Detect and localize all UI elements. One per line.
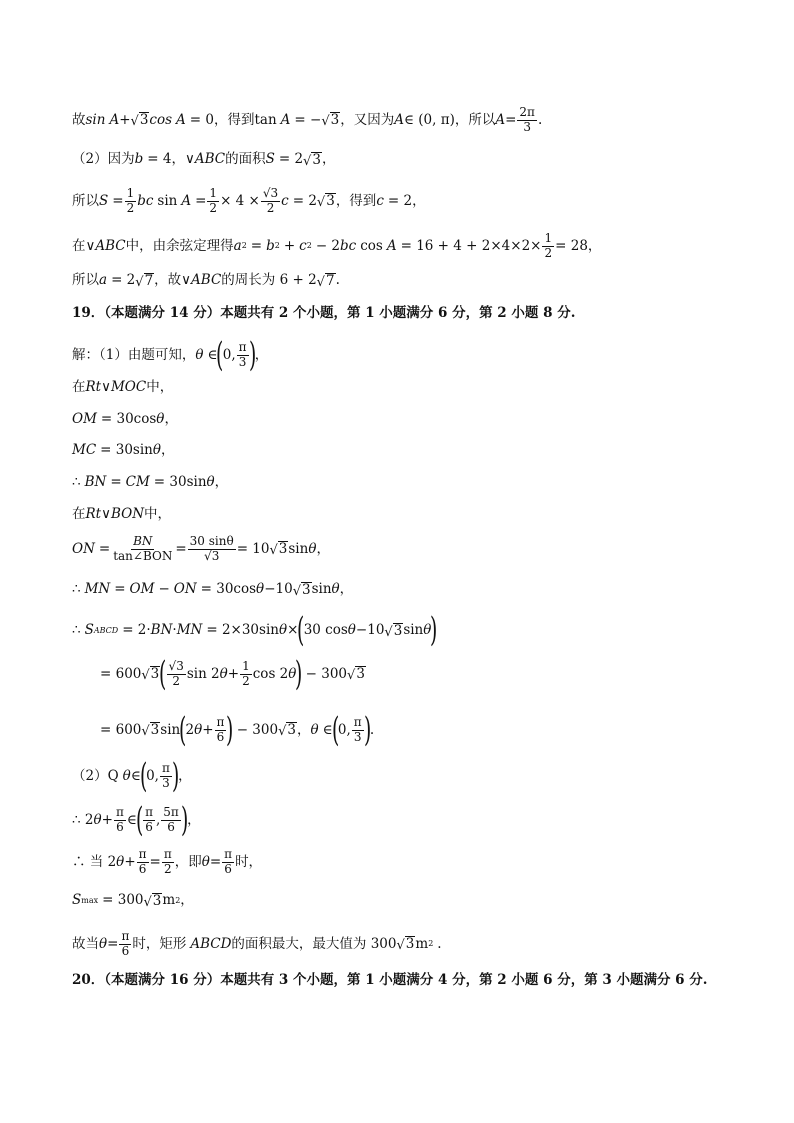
fraction: $\frac{\pi}{3}$ — [353, 715, 362, 744]
math: , — [155, 811, 161, 828]
math: − 2 — [315, 237, 341, 254]
math: BN — [150, 621, 173, 638]
sqrt: √ 7 — [316, 273, 335, 290]
math: × 4 × — [220, 192, 260, 209]
math: b — [266, 237, 275, 254]
solution-line-14 — [72, 582, 353, 598]
math: + — [227, 665, 240, 682]
fraction: $\frac{2\pi}{3}$ — [519, 105, 535, 134]
sqrt: √ 3 — [278, 722, 296, 740]
math: cos — [149, 111, 173, 128]
solution-line-12 — [72, 508, 171, 522]
sqrt: √ 3 — [141, 722, 160, 740]
fraction: $\frac{5\pi}{6}$ — [163, 805, 179, 834]
math: A — [280, 111, 291, 128]
math: = 30cos — [200, 581, 257, 598]
math: b — [134, 151, 144, 168]
math: = 2， — [387, 192, 426, 209]
math: 0, — [146, 767, 159, 784]
text: . — [335, 272, 340, 289]
text: . — [369, 721, 375, 738]
math: = 28， — [555, 237, 602, 254]
math: sin — [160, 721, 181, 738]
solution-line-16: = 600 √ 3 ( $\frac{√3}{2}$ sin 2 θ + $\frac{1}{2}$ cos 2 θ ) − 300 √ 3 — [100, 653, 365, 694]
solution-line-3 — [72, 187, 426, 216]
math: A — [109, 111, 120, 128]
text: ，又因为 — [340, 111, 395, 128]
text: 所以 — [72, 192, 99, 209]
math: A — [181, 192, 192, 209]
math: θ — [201, 853, 210, 870]
fraction: $\frac{\pi}{6}$ — [216, 715, 225, 744]
math: + — [119, 111, 131, 128]
solution-line-11 — [72, 476, 228, 490]
math: sin 2 — [186, 665, 220, 682]
math: = 300 — [102, 892, 144, 909]
fraction: $\frac{1}{2}$ — [209, 186, 218, 215]
solution-line-15: ∴ S ABCD = 2· BN · MN = 2×30sin θ × ( 30 cos θ −10 √ 3 sin θ ) — [72, 610, 438, 650]
text: ， — [214, 474, 229, 490]
solution-line-1 — [72, 106, 542, 135]
solution-line-5 — [72, 273, 340, 289]
math: S — [265, 151, 275, 168]
text: 中， — [146, 379, 174, 395]
math: a — [99, 272, 108, 289]
text: ， — [316, 540, 330, 557]
math: ∴ 2 — [72, 811, 94, 828]
math: θ — [278, 621, 288, 638]
math: + — [202, 721, 214, 738]
text: 在 — [72, 506, 86, 522]
sqrt: √ 7 — [135, 273, 154, 290]
math: ∈ — [207, 346, 218, 363]
text: 解：（1）由题可知， — [72, 346, 196, 363]
text: ， — [254, 346, 269, 363]
fraction: $\frac{\pi}{2}$ — [163, 847, 172, 876]
math: ∨ABC — [184, 151, 226, 168]
text: （2） — [72, 767, 108, 784]
math: Rt∨MOC — [85, 379, 147, 395]
fraction: $\frac{1}{2}$ — [126, 186, 135, 215]
math: − 300 — [236, 721, 279, 738]
math: θ — [156, 411, 165, 427]
text: ∈ (0, π)，所以 — [403, 111, 496, 128]
text: ，故 — [154, 272, 182, 289]
math: = 2×30sin — [206, 621, 279, 638]
math: ∈ — [126, 811, 137, 828]
math: sin — [288, 540, 309, 557]
math: + — [101, 811, 113, 828]
text: （2）因为 — [72, 151, 135, 168]
math: ABCD — [190, 935, 232, 952]
text: ， — [180, 892, 194, 909]
math: = − — [294, 111, 322, 128]
math: CM — [125, 474, 150, 490]
math: θ — [288, 665, 297, 682]
text: . — [537, 111, 543, 128]
math: MN — [176, 621, 203, 638]
math: = 30sin — [100, 442, 153, 458]
sqrt: √ 3 — [292, 582, 311, 599]
fraction: $\frac{\pi}{6}$ — [121, 929, 130, 958]
math: ∈ — [130, 767, 141, 784]
text: 的面积 — [225, 151, 266, 168]
fraction: $\frac{1}{2}$ — [242, 659, 250, 688]
math: MC — [72, 442, 97, 458]
math: cos — [360, 237, 383, 254]
fraction: $\frac{\pi}{6}$ — [224, 847, 233, 876]
sqrt: √ 3 — [321, 112, 340, 130]
math: θ — [310, 721, 319, 738]
math: Rt∨BON — [85, 506, 145, 522]
text: 故 — [72, 111, 86, 128]
text: ， — [187, 811, 201, 828]
fraction: $\frac{√3}{2}$ — [168, 659, 184, 688]
text: 在 — [72, 237, 86, 254]
solution-line-22: 故当 θ = $\frac{\pi}{6}$ 时，矩形 ABCD 的面积最大，最大值为 300 √ 3 m 2 . — [72, 929, 442, 958]
math: 0, — [222, 346, 236, 363]
math: m — [162, 892, 176, 909]
solution-line-19: ∴ 2 θ + $\frac{\pi}{6}$ ∈ ( $\frac{\pi}{6}$ , $\frac{5\pi}{6}$ ) ， — [72, 799, 201, 840]
text: = 0，得到 — [189, 111, 255, 128]
math: A — [176, 111, 186, 128]
math: ∴ 当 2 — [72, 853, 117, 870]
therefore: ∴ — [72, 474, 81, 490]
math: OM — [129, 581, 155, 598]
therefore: ∴ — [72, 621, 81, 638]
math: = 600 — [100, 721, 142, 738]
math: c — [281, 192, 289, 209]
text: ， — [321, 151, 336, 168]
solution-line-4: 在 ∨ABC 中，由余弦定理得 a 2 = b 2 + c 2 − 2 bc cos A = 16 + 4 + 2×4×2× $\frac{1}{2}$ = 28， — [72, 231, 602, 260]
math: = 2 — [292, 192, 317, 209]
math: = 4， — [147, 151, 185, 168]
solution-line-2 — [72, 152, 335, 168]
solution-line-9 — [72, 413, 178, 427]
math: 30 cos — [303, 621, 348, 638]
math: θ — [347, 621, 356, 638]
math: = 2 — [278, 151, 304, 168]
math: ∨ABC — [85, 237, 126, 254]
problem-19-heading — [72, 307, 575, 321]
math: A — [386, 237, 397, 254]
math: sin — [85, 111, 106, 128]
math: S — [84, 621, 94, 638]
text: ， — [178, 767, 192, 784]
sqrt: √ 3 — [143, 893, 162, 910]
text: ， — [164, 411, 178, 427]
sqrt: √ 3 — [384, 622, 403, 640]
math: − 300 — [305, 665, 348, 682]
math: = — [110, 474, 122, 490]
math: θ — [116, 853, 125, 870]
fraction: $\frac{\pi}{6}$ — [138, 847, 147, 876]
text: ， — [161, 442, 175, 458]
math: θ — [423, 621, 432, 638]
therefore: ∴ — [72, 581, 81, 598]
text: . — [437, 935, 442, 952]
math: × — [287, 621, 299, 638]
math: 2 — [185, 721, 195, 738]
math: sin — [403, 621, 424, 638]
math: ON — [173, 581, 197, 598]
math: θ — [194, 721, 203, 738]
sqrt: √ 3 — [141, 666, 160, 684]
math: = — [505, 111, 517, 128]
text: ，即 — [174, 853, 202, 870]
math: = 600 — [100, 665, 142, 682]
math: + — [124, 853, 136, 870]
math: tan — [254, 111, 277, 128]
problem-20-heading — [72, 974, 707, 988]
math: = — [114, 581, 126, 598]
math: · — [172, 621, 177, 638]
math: A — [394, 111, 404, 128]
text: 中， — [144, 506, 172, 522]
math: = — [175, 540, 187, 557]
text: 的周长为 6 + 2 — [221, 272, 317, 289]
solution-line-18: （2） Q θ ∈ ( 0, $\frac{\pi}{3}$ ) ， — [72, 755, 192, 796]
text: 中，由余弦定理得 — [125, 237, 234, 254]
text: 所以 — [72, 272, 99, 289]
text: ，得到 — [335, 192, 377, 209]
solution-line-10 — [72, 444, 175, 458]
math: 0, — [337, 721, 351, 738]
sqrt: √ 3 — [130, 112, 149, 130]
math: θ — [308, 540, 317, 557]
sqrt: √ 3 — [316, 193, 335, 211]
math: = 10 — [236, 540, 270, 557]
solution-line-17: = 600 √ 3 sin ( 2 θ + $\frac{\pi}{6}$ ) − 300 √ 3 ， θ ∈ ( 0, $\frac{\pi}{3}$ ) . — [100, 709, 375, 750]
math: θ — [206, 474, 215, 490]
solution-line-8 — [72, 381, 173, 395]
math: = — [250, 237, 263, 254]
math: θ — [219, 665, 228, 682]
fraction: $\frac{\pi}{6}$ — [145, 805, 153, 834]
math: = — [149, 853, 161, 870]
solution-line-20 — [72, 848, 262, 877]
math: θ — [93, 811, 102, 828]
math: θ — [152, 442, 162, 458]
math: bc — [340, 237, 357, 254]
math: θ — [99, 935, 108, 952]
math: ON — [72, 540, 95, 557]
math: −10 — [355, 621, 385, 638]
math: cos 2 — [252, 665, 289, 682]
math: = — [98, 540, 111, 557]
math: θ — [195, 346, 204, 363]
fraction: $\frac{BN}{\text{tan∠BON}}$ — [113, 534, 173, 563]
text: ， — [296, 721, 311, 738]
math: c — [376, 192, 384, 209]
math: A — [495, 111, 506, 128]
solution-line-21: S max = 300 √ 3 m 2 ， — [72, 892, 194, 910]
math: = 2 — [111, 272, 136, 289]
math: −10 — [264, 581, 293, 598]
math: m — [415, 935, 429, 952]
math: a — [233, 237, 242, 254]
fraction: $\frac{√3}{2}$ — [262, 186, 279, 215]
math: bc — [137, 192, 154, 209]
heading-text: 19．（本题满分 14 分）本题共有 2 个小题，第 1 小题满分 6 分，第 2 小题 8 分. — [72, 305, 576, 321]
math: − — [158, 581, 170, 598]
math: θ — [122, 767, 131, 784]
fraction: $\frac{\pi}{6}$ — [115, 805, 124, 834]
math: = 16 + 4 + 2×4×2× — [400, 237, 542, 254]
math: = — [209, 853, 222, 870]
sqrt: √ 3 — [269, 541, 288, 559]
sqrt: √ 3 — [347, 666, 365, 684]
math: = 30sin — [153, 474, 207, 490]
solution-line-7: 解：（1）由题可知， θ ∈ ( 0, $\frac{\pi}{3}$ ) ， — [72, 334, 269, 375]
text: ， — [339, 581, 354, 598]
math: ∈ — [322, 721, 333, 738]
math: MN — [84, 581, 111, 598]
math: sin — [157, 192, 178, 209]
math: = 2· — [122, 621, 151, 638]
math: θ — [331, 581, 340, 598]
math: + — [283, 237, 296, 254]
math: Q — [107, 767, 119, 784]
heading-text: 20．（本题满分 16 分）本题共有 3 个小题，第 1 小题满分 4 分，第 2 小题 6 分，第 3 小题满分 6 分. — [72, 972, 708, 988]
math: = 30cos — [100, 411, 157, 427]
math: ∨ABC — [181, 272, 222, 289]
math: sin — [311, 581, 332, 598]
math: = — [195, 192, 207, 209]
math: BN — [84, 474, 107, 490]
fraction: $\frac{\pi}{3}$ — [161, 761, 170, 790]
text: 在 — [72, 379, 86, 395]
text: 时，矩形 — [132, 935, 187, 952]
text: 故当 — [72, 935, 99, 952]
text: 时， — [235, 853, 263, 870]
fraction: $\frac{\pi}{3}$ — [238, 340, 247, 369]
solution-line-13 — [72, 535, 330, 564]
math: S — [72, 892, 82, 909]
fraction: $\frac{1}{2}$ — [544, 231, 553, 260]
math: c — [299, 237, 307, 254]
math: = — [112, 192, 124, 209]
math: OM — [72, 411, 97, 427]
math: θ — [256, 581, 265, 598]
sqrt: √ 3 — [303, 152, 321, 169]
math: S — [99, 192, 109, 209]
sqrt: √ 3 — [396, 936, 415, 954]
math: = — [107, 935, 119, 952]
text: 的面积最大，最大值为 300 — [231, 935, 397, 952]
fraction: $\frac{30 \sin\theta}{√3}$ — [189, 534, 234, 563]
